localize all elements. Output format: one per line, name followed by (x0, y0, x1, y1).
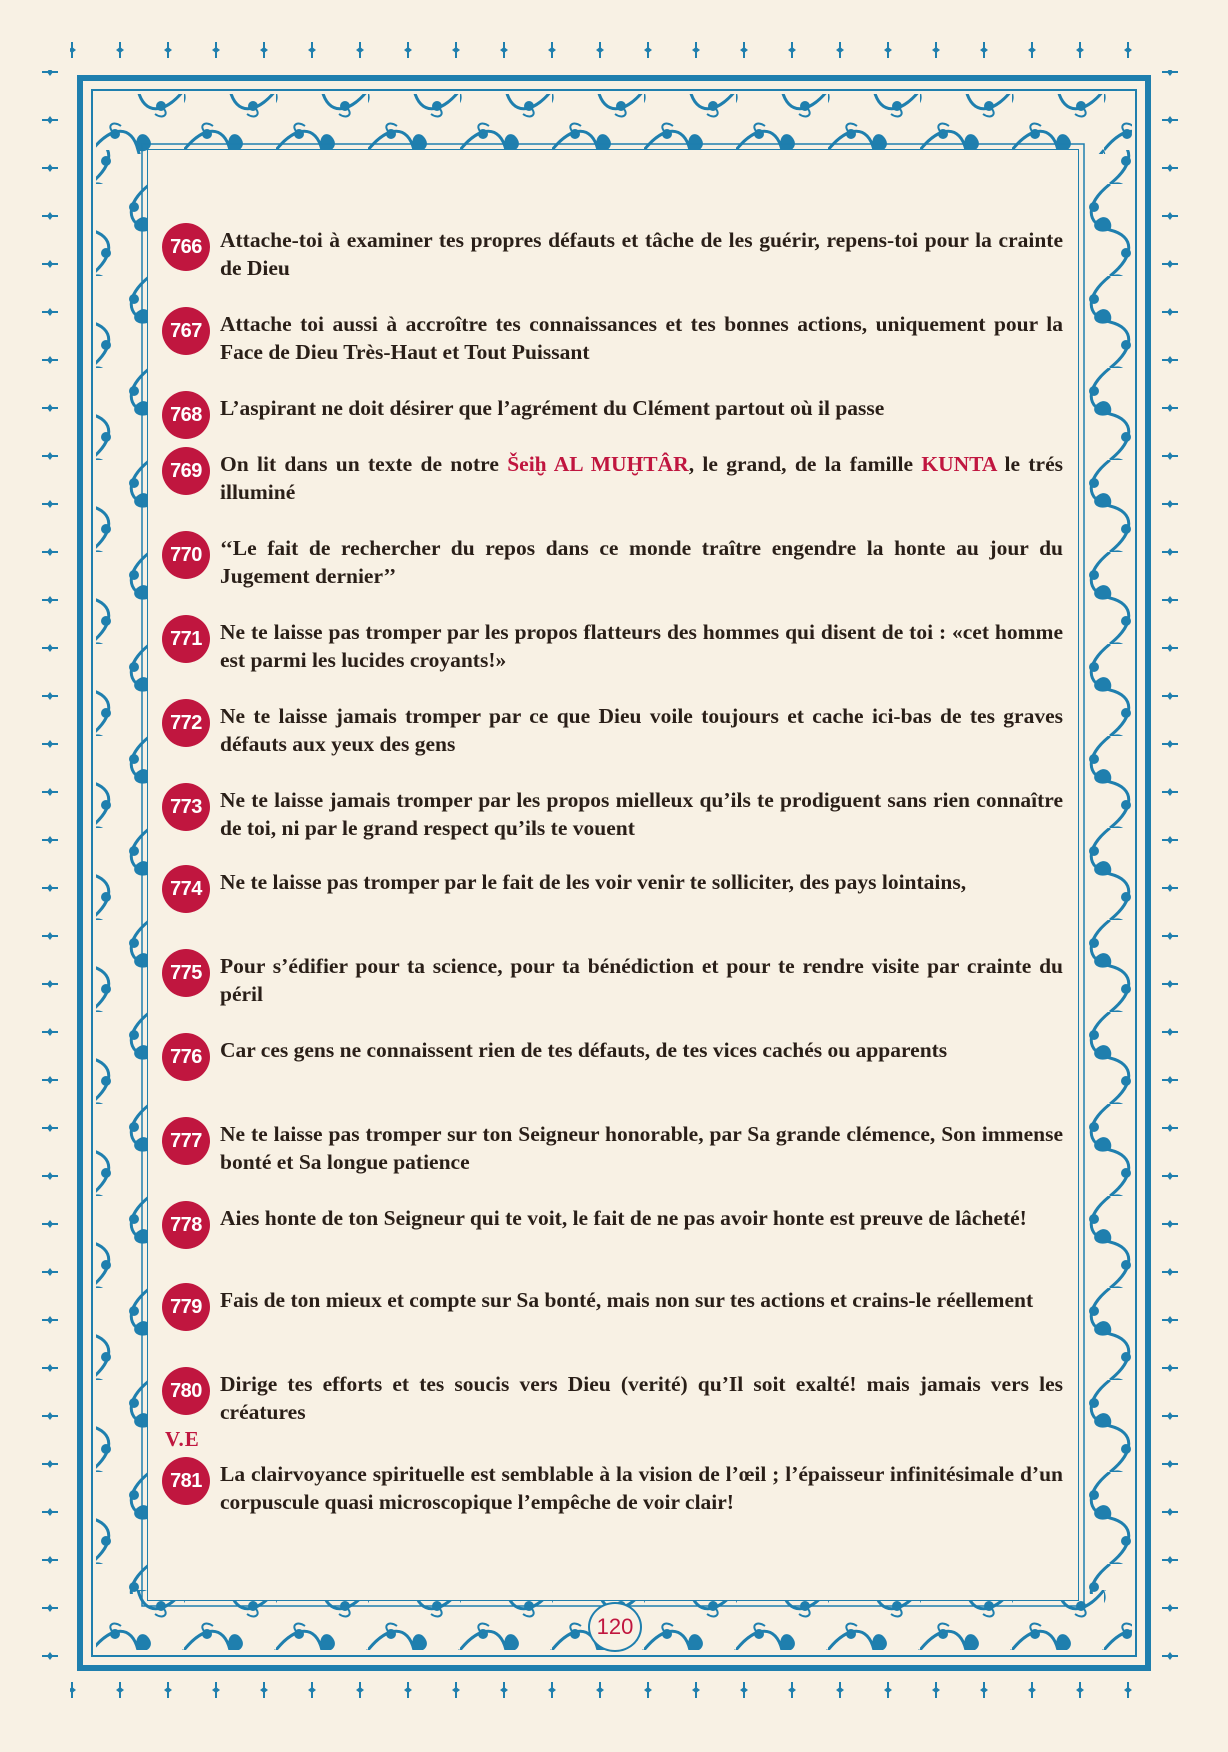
verse-text: L’aspirant ne doit désirer que l’agrément du Clément partout où il passe (220, 396, 885, 420)
verse-text: Ne te laisse jamais tromper par ce que Dieu voile toujours et cache ici-bas de tes graves défauts aux yeux des gens (220, 704, 1063, 756)
verse-number-badge: 777 (162, 1117, 210, 1165)
section-marker: V.E (165, 1427, 200, 1451)
verse-text: Ne te laisse pas tromper sur ton Seigneur honorable, par Sa grande clémence, Son immense bonté et Sa longue patience (220, 1122, 1063, 1174)
verse-number-badge: 781 (162, 1457, 210, 1505)
verse-text: Ne te laisse pas tromper par les propos flatteurs des hommes qui disent de toi : «cet homme est parmi les lucides croyants!» (220, 620, 1063, 672)
verse-number-badge: 775 (162, 949, 210, 997)
verse-number-badge: 767 (162, 307, 210, 355)
name-seih-al-muhtar: Šeiḫ AL MUḪTÂR (507, 452, 689, 476)
verse-number-badge: 769 (162, 447, 210, 495)
verse-number-badge: 766 (162, 223, 210, 271)
verse-text: Ne te laisse pas tromper par le fait de les voir venir te solliciter, des pays lointains, (220, 870, 967, 894)
verse-text-part: le trés illuminé (220, 452, 1063, 504)
verse-number-badge: 780 (162, 1367, 210, 1415)
name-kunta: KUNTA (921, 452, 997, 476)
verse-text-part: , le grand, de la famille (688, 452, 922, 476)
verse-text: Fais de ton mieux et compte sur Sa bonté, mais non sur tes actions et crains-le réellement (220, 1288, 1034, 1312)
verse-text: Dirige tes efforts et tes soucis vers Dieu (verité) qu’Il soit exalté! mais jamais vers les créatures (220, 1372, 1063, 1424)
verse-number-badge: 771 (162, 615, 210, 663)
verse-text: Car ces gens ne connaissent rien de tes défauts, de tes vices cachés ou apparents (220, 1038, 948, 1062)
verse-text: La clairvoyance spirituelle est semblable à la vision de l’œil ; l’épaisseur infinitésimale d’un corpuscule quasi microscopique l’empêche de voir clair! (220, 1462, 1063, 1514)
verse-number-badge: 779 (162, 1283, 210, 1331)
verse-number-badge: 773 (162, 783, 210, 831)
verse-text: Pour s’édifier pour ta science, pour ta bénédiction et pour te rendre visite par crainte du péril (220, 954, 1063, 1006)
verse-text (220, 450, 1063, 506)
page-number: 120 (588, 1602, 642, 1652)
verse-text-part: On lit dans un texte de notre (220, 452, 508, 476)
verse-text: Attache toi aussi à accroître tes connaissances et tes bonnes actions, uniquement pour la Face de Dieu Très-Haut et Tout Puissant (220, 312, 1063, 364)
verse-number-badge: 768 (162, 391, 210, 439)
verse-text: ‘‘Le fait de rechercher du repos dans ce monde traître engendre la honte au jour du Jugement dernier’’ (220, 536, 1063, 588)
verse-number-badge: 772 (162, 699, 210, 747)
verse-number-badge: 776 (162, 1033, 210, 1081)
verse-text: Aies honte de ton Seigneur qui te voit, le fait de ne pas avoir honte est preuve de lâcheté! (220, 1206, 1027, 1230)
verse-text: Attache-toi à examiner tes propres défauts et tâche de les guérir, repens-toi pour la crainte de Dieu (220, 228, 1063, 280)
verse-number-badge: 770 (162, 531, 210, 579)
verse-number-badge: 774 (162, 865, 210, 913)
verse-text: Ne te laisse jamais tromper par les propos mielleux qu’ils te prodiguent sans rien connaître de toi, ni par le grand respect qu’ils te vouent (220, 788, 1063, 840)
verse-number-badge: 778 (162, 1201, 210, 1249)
